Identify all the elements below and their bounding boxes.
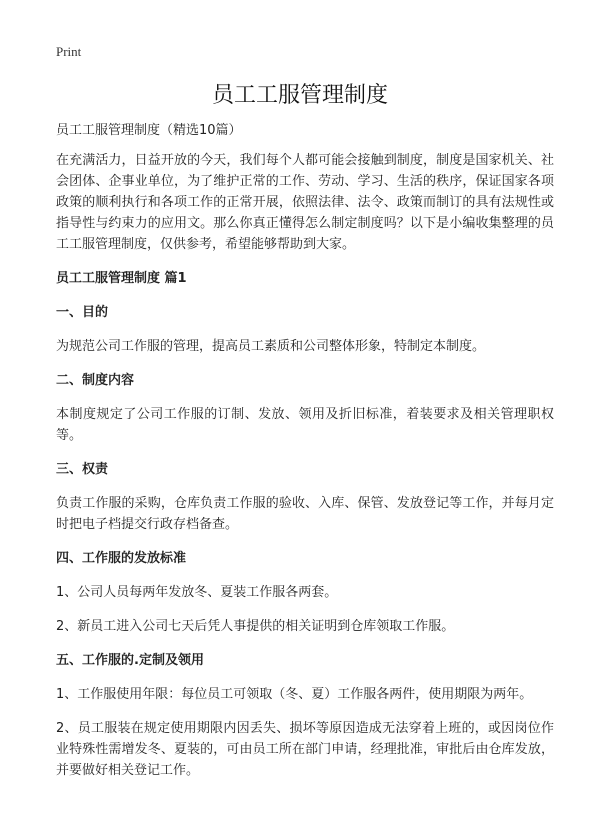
article-heading: 员工工服管理制度 篇1 (56, 271, 187, 286)
section-heading-issue-standard: 四、工作服的发放标准 (56, 551, 187, 566)
document-subtitle: 员工工服管理制度（精选10篇） (56, 123, 242, 138)
section-paragraph: 1、公司人员每两年发放冬、夏装工作服各两套。 (56, 585, 338, 600)
section-heading-content: 二、制度内容 (56, 373, 135, 388)
section-heading-purpose: 一、目的 (56, 305, 109, 320)
intro-paragraph: 在充满活力，日益开放的今天，我们每个人都可能会接触到制度，制度是国家机关、社会团体、企事业单位，为了维护正常的工作、劳动、学习、生活的秩序，保证国家各项政策的顺利执行和各项工作的正常开展，依照法律、法令、政策而制订的具有法规性或指导性与约束力的应用文。那么你真正懂得怎么制定制度吗？以下是小编收集整理的员工工服管理制度，仅供参考，希望能够帮助到大家。 (56, 153, 554, 252)
section-paragraph: 负责工作服的采购，仓库负责工作服的验收、入库、保管、发放登记等工作，并每月定时把电子档提交行政存档备查。 (56, 496, 554, 532)
section-heading-custom-receive: 五、工作服的.定制及领用 (56, 653, 204, 668)
page-title: 员工工服管理制度 (211, 83, 388, 108)
section-heading-responsibility: 三、权责 (56, 462, 109, 477)
section-paragraph: 2、员工服装在规定使用期限内因丢失、损坏等原因造成无法穿着上班的，或因岗位作业特殊性需增发冬、夏装的，可由员工所在部门申请，经理批准，审批后由仓库发放，并要做好相关登记工作。 (56, 721, 554, 778)
section-paragraph: 1、工作服使用年限：每位员工可领取（冬、夏）工作服各两件，使用期限为两年。 (56, 687, 533, 702)
print-link[interactable]: Print (56, 44, 82, 59)
section-paragraph: 本制度规定了公司工作服的订制、发放、领用及折旧标准，着装要求及相关管理职权等。 (56, 407, 554, 443)
section-paragraph: 为规范公司工作服的管理，提高员工素质和公司整体形象，特制定本制度。 (56, 339, 486, 354)
document-body (56, 120, 554, 794)
section-paragraph: 2、新员工进入公司七天后凭人事提供的相关证明到仓库领取工作服。 (56, 619, 455, 634)
